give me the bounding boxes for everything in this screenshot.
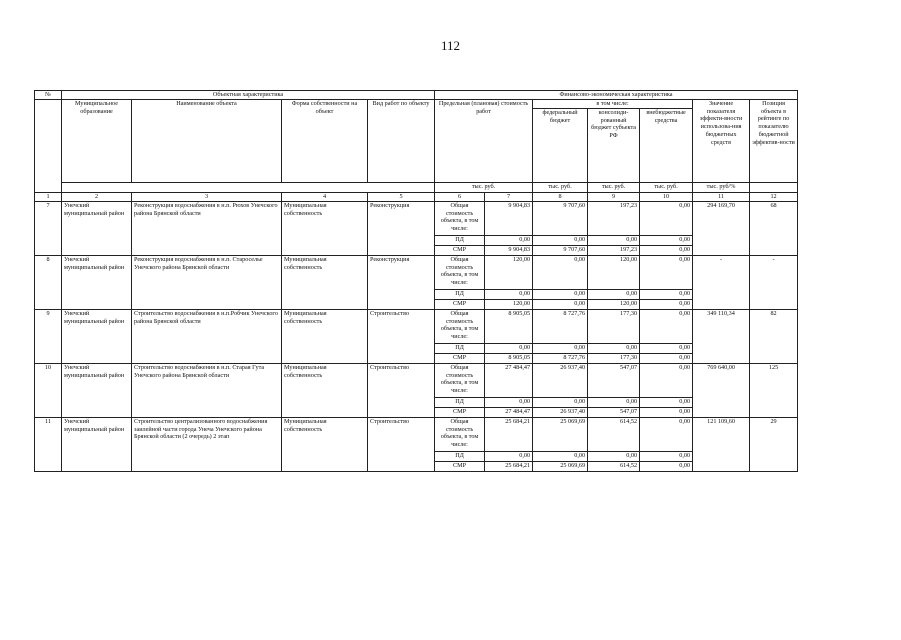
row-object-name: Реконструкция водоснабжения в н.п. Староселье Унечского района Брянской области <box>132 255 282 309</box>
row-smr-value: 614,52 <box>588 461 640 471</box>
row-number: 7 <box>35 201 62 255</box>
row-work-type: Строительство <box>368 417 435 471</box>
row-smr-value: 0,00 <box>640 461 693 471</box>
row-object-name: Строительство водоснабжения в н.п. Старая Гута Унечского района Брянской области <box>132 363 282 417</box>
row-indicator-value: 294 169,70 <box>693 201 750 255</box>
table-row <box>35 417 798 451</box>
header-federal: федеральный бюджет <box>533 108 588 182</box>
row-total-value: 197,23 <box>588 201 640 235</box>
row-number: 8 <box>35 255 62 309</box>
column-number: 7 <box>485 192 533 201</box>
row-pd-value: 0,00 <box>533 451 588 461</box>
row-municipality: Унечский муниципальный район <box>62 255 132 309</box>
row-pd-value: 0,00 <box>588 343 640 353</box>
row-work-type: Реконструкция <box>368 255 435 309</box>
row-total-label: Общая стоимость объекта, в том числе: <box>435 363 485 397</box>
row-ownership: Муниципальная собственность <box>282 417 368 471</box>
unit-consolidated: тыс. руб. <box>588 182 640 192</box>
column-number: 9 <box>588 192 640 201</box>
row-smr-label: СМР <box>435 353 485 363</box>
row-work-type: Строительство <box>368 309 435 363</box>
row-pd-value: 0,00 <box>485 397 533 407</box>
row-smr-value: 27 484,47 <box>485 407 533 417</box>
row-pd-value: 0,00 <box>533 397 588 407</box>
row-ownership: Муниципальная собственность <box>282 201 368 255</box>
column-number-row <box>35 192 798 201</box>
row-total-label: Общая стоимость объекта, в том числе: <box>435 309 485 343</box>
row-municipality: Унечский муниципальный район <box>62 309 132 363</box>
column-number: 12 <box>750 192 798 201</box>
row-total-value: 8 727,76 <box>533 309 588 343</box>
row-smr-value: 120,00 <box>588 299 640 309</box>
table-row <box>35 309 798 343</box>
header-indicator-value: Значение показателя эффекти-вности использова-ния бюджетных средств <box>693 99 750 182</box>
row-indicator-value: 121 109,60 <box>693 417 750 471</box>
row-municipality: Унечский муниципальный район <box>62 201 132 255</box>
row-number: 10 <box>35 363 62 417</box>
column-number: 6 <box>435 192 485 201</box>
row-total-value: 27 484,47 <box>485 363 533 397</box>
row-ownership: Муниципальная собственность <box>282 309 368 363</box>
table-row <box>35 363 798 397</box>
row-rating: - <box>750 255 798 309</box>
row-ownership: Муниципальная собственность <box>282 363 368 417</box>
row-pd-value: 0,00 <box>485 451 533 461</box>
table-row <box>35 255 798 289</box>
row-smr-value: 0,00 <box>533 299 588 309</box>
row-smr-value: 25 684,21 <box>485 461 533 471</box>
header-object-group: Объектная характеристика <box>62 91 435 100</box>
row-total-value: 0,00 <box>640 255 693 289</box>
row-pd-value: 0,00 <box>588 235 640 245</box>
row-total-value: 177,30 <box>588 309 640 343</box>
row-pd-value: 0,00 <box>485 289 533 299</box>
row-rating: 68 <box>750 201 798 255</box>
column-number: 1 <box>35 192 62 201</box>
row-pd-value: 0,00 <box>533 235 588 245</box>
row-total-value: 0,00 <box>640 201 693 235</box>
row-indicator-value: - <box>693 255 750 309</box>
row-pd-value: 0,00 <box>533 343 588 353</box>
row-pd-value: 0,00 <box>640 397 693 407</box>
unit-indicator: тыс. руб/% <box>693 182 750 192</box>
header-object-name: Наименование объекта <box>132 99 282 182</box>
row-smr-value: 8 905,05 <box>485 353 533 363</box>
row-pd-value: 0,00 <box>640 289 693 299</box>
row-total-value: 25 069,69 <box>533 417 588 451</box>
unit-total: тыс. руб. <box>435 182 533 192</box>
row-indicator-value: 769 640,00 <box>693 363 750 417</box>
header-extrabudget: внебюджетные средства <box>640 108 693 182</box>
row-pd-value: 0,00 <box>588 289 640 299</box>
row-smr-value: 0,00 <box>640 353 693 363</box>
row-total-value: 9 707,60 <box>533 201 588 235</box>
row-pd-label: ПД <box>435 397 485 407</box>
row-total-value: 0,00 <box>640 363 693 397</box>
row-rating: 29 <box>750 417 798 471</box>
header-row-titles <box>35 99 798 108</box>
row-smr-label: СМР <box>435 299 485 309</box>
row-pd-value: 0,00 <box>588 397 640 407</box>
column-number: 2 <box>62 192 132 201</box>
row-total-label: Общая стоимость объекта, в том числе: <box>435 201 485 235</box>
header-including: в том числе: <box>533 99 693 108</box>
row-municipality: Унечский муниципальный район <box>62 417 132 471</box>
header-row-units <box>35 182 798 192</box>
header-finance-group: Финансово-экономическая характеристика <box>435 91 798 100</box>
row-smr-value: 120,00 <box>485 299 533 309</box>
row-smr-value: 0,00 <box>640 299 693 309</box>
row-total-value: 120,00 <box>485 255 533 289</box>
row-number: 11 <box>35 417 62 471</box>
row-pd-value: 0,00 <box>588 451 640 461</box>
row-smr-value: 26 937,40 <box>533 407 588 417</box>
row-work-type: Реконструкция <box>368 201 435 255</box>
row-pd-label: ПД <box>435 451 485 461</box>
unit-federal: тыс. руб. <box>533 182 588 192</box>
row-object-name: Строительство водоснабжения в н.п.Робчик Унечского района Брянской области <box>132 309 282 363</box>
row-pd-value: 0,00 <box>485 343 533 353</box>
row-total-value: 120,00 <box>588 255 640 289</box>
row-pd-label: ПД <box>435 343 485 353</box>
row-object-name: Реконструкция водоснабжения в н.п. Рюхов Унечского района Брянской области <box>132 201 282 255</box>
page-number: 112 <box>440 38 461 53</box>
row-pd-value: 0,00 <box>640 343 693 353</box>
row-smr-value: 547,07 <box>588 407 640 417</box>
row-smr-value: 9 707,60 <box>533 245 588 255</box>
row-total-label: Общая стоимость объекта, в том числе: <box>435 417 485 451</box>
row-total-value: 0,00 <box>533 255 588 289</box>
row-pd-label: ПД <box>435 235 485 245</box>
row-work-type: Строительство <box>368 363 435 417</box>
row-pd-value: 0,00 <box>485 235 533 245</box>
row-total-value: 25 684,21 <box>485 417 533 451</box>
row-number: 9 <box>35 309 62 363</box>
row-smr-value: 0,00 <box>640 407 693 417</box>
header-consolidated: консолиди-рованный бюджет субъекта РФ <box>588 108 640 182</box>
column-number: 5 <box>368 192 435 201</box>
investment-objects-table <box>34 90 798 472</box>
row-smr-value: 9 904,83 <box>485 245 533 255</box>
header-row-groups <box>35 91 798 100</box>
header-ownership: Форма собственности на объект <box>282 99 368 182</box>
column-number: 3 <box>132 192 282 201</box>
row-total-value: 614,52 <box>588 417 640 451</box>
row-pd-value: 0,00 <box>640 451 693 461</box>
row-total-value: 547,07 <box>588 363 640 397</box>
column-number: 11 <box>693 192 750 201</box>
row-smr-value: 197,23 <box>588 245 640 255</box>
row-smr-label: СМР <box>435 461 485 471</box>
header-total-cost: Предельная (плановая) стоимость работ <box>435 99 533 182</box>
row-pd-label: ПД <box>435 289 485 299</box>
row-total-value: 0,00 <box>640 417 693 451</box>
row-object-name: Строительство централизованного водоснабжения заилейной части города Унеча Унечского района Брянской области (2 очередь) 2 этап <box>132 417 282 471</box>
column-number: 4 <box>282 192 368 201</box>
row-rating: 125 <box>750 363 798 417</box>
row-pd-value: 0,00 <box>640 235 693 245</box>
column-number: 10 <box>640 192 693 201</box>
row-total-value: 9 904,83 <box>485 201 533 235</box>
row-smr-value: 0,00 <box>640 245 693 255</box>
header-work-type: Вид работ по объекту <box>368 99 435 182</box>
row-smr-value: 25 069,69 <box>533 461 588 471</box>
row-total-value: 26 937,40 <box>533 363 588 397</box>
row-smr-label: СМР <box>435 245 485 255</box>
row-smr-value: 177,30 <box>588 353 640 363</box>
row-total-value: 0,00 <box>640 309 693 343</box>
row-pd-value: 0,00 <box>533 289 588 299</box>
row-rating: 82 <box>750 309 798 363</box>
row-ownership: Муниципальная собственность <box>282 255 368 309</box>
row-smr-value: 8 727,76 <box>533 353 588 363</box>
table-row <box>35 201 798 235</box>
header-rating: Позиция объекта в рейтинге по показателю бюджетной эффектив-ности <box>750 99 798 182</box>
header-no: № <box>35 91 62 100</box>
row-total-label: Общая стоимость объекта, в том числе: <box>435 255 485 289</box>
row-municipality: Унечский муниципальный район <box>62 363 132 417</box>
row-indicator-value: 349 110,34 <box>693 309 750 363</box>
row-smr-label: СМР <box>435 407 485 417</box>
row-total-value: 8 905,05 <box>485 309 533 343</box>
header-municipality: Муниципальное образование <box>62 99 132 182</box>
unit-extrabudget: тыс. руб. <box>640 182 693 192</box>
column-number: 8 <box>533 192 588 201</box>
